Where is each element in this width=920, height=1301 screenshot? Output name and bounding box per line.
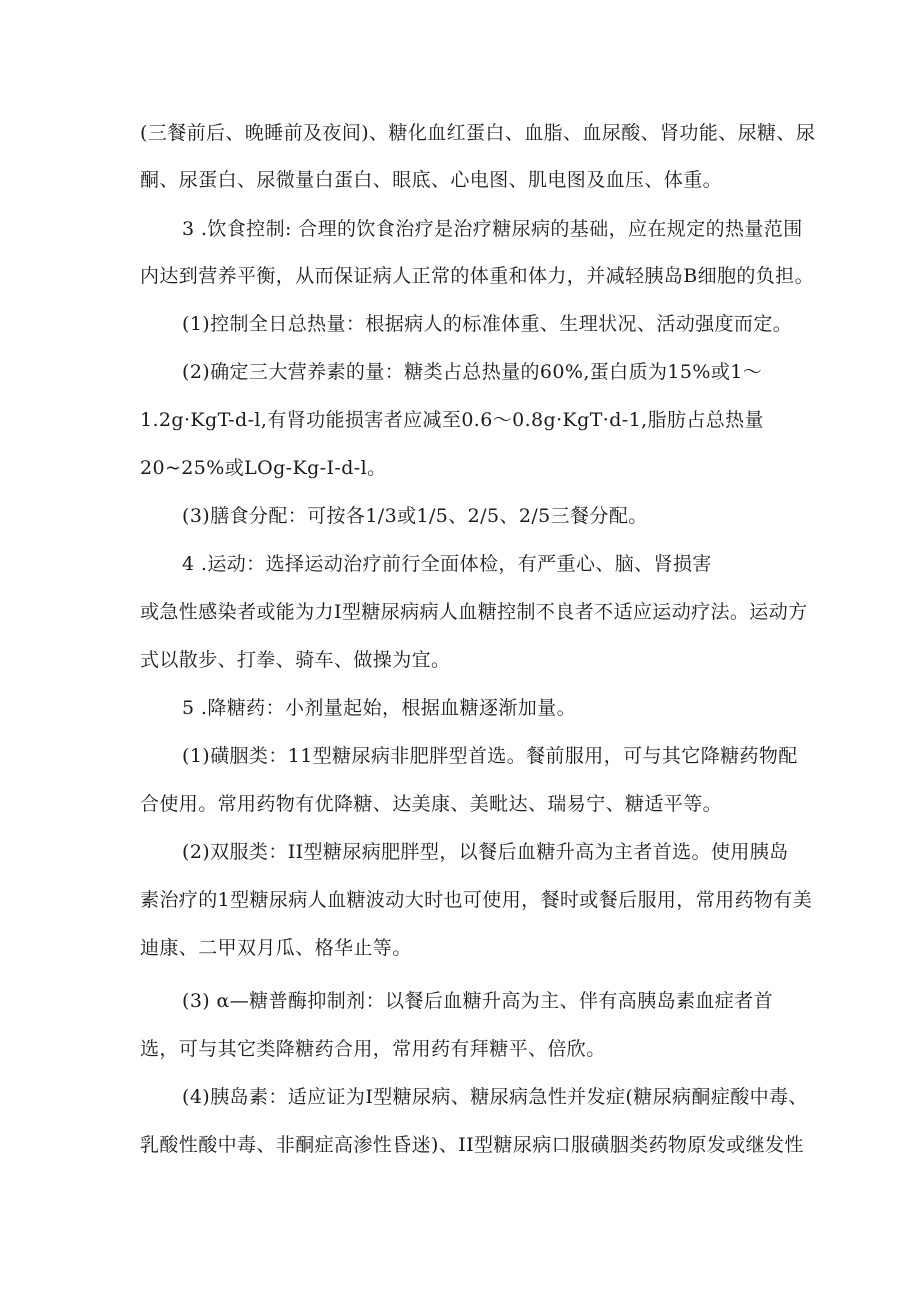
text-line: 式以散步、打拳、骑车、做操为宜。 (140, 649, 451, 671)
text-line: 5 .降糖药：小剂量起始，根据血糖逐渐加量。 (182, 697, 576, 719)
text-line: 选，可与其它类降糖药合用，常用药有拜糖平、倍欣。 (140, 1038, 606, 1060)
text-line: 20~25%或LOg-Kg-I-d-l。 (140, 457, 387, 479)
text-line: (3)膳食分配：可按各1/3或1/5、2/5、2/5三餐分配。 (182, 505, 648, 527)
text-line: 合使用。常用药物有优降糖、达美康、美毗达、瑞易宁、糖适平等。 (140, 793, 723, 815)
text-line: (三餐前后、晚睡前及夜间)、糖化血红蛋白、血脂、血尿酸、肾功能、尿糖、尿 (140, 122, 816, 144)
text-line: (1)磺胭类：11型糖尿病非肥胖型首选。餐前服用，可与其它降糖药物配 (182, 745, 798, 767)
text-line: 或急性感染者或能为力I型糖尿病病人血糖控制不良者不适应运动疗法。运动方 (140, 601, 808, 623)
text-line: 酮、尿蛋白、尿微量白蛋白、眼底、心电图、肌电图及血压、体重。 (140, 169, 723, 191)
text-line: (3) α—糖普酶抑制剂：以餐后血糖升高为主、伴有高胰岛素血症者首 (182, 990, 773, 1012)
text-line: (1)控制全日总热量：根据病人的标准体重、生理状况、活动强度而定。 (182, 313, 793, 335)
text-line: (2)确定三大营养素的量：糖类占总热量的60%,蛋白质为15%或1〜 (182, 361, 763, 383)
text-line: (4)胰岛素：适应证为I型糖尿病、糖尿病急性并发症(糖尿病酮症酸中毒、 (182, 1086, 808, 1108)
text-line: 内达到营养平衡，从而保证病人正常的体重和体力，并减轻胰岛B细胞的负担。 (140, 265, 814, 287)
text-line: 1.2g·KgT-d-l,有肾功能损害者应减至0.6〜0.8g·KgT·d-1,脂肪占总热量 (140, 409, 764, 431)
text-line: 迪康、二甲双月瓜、格华止等。 (140, 937, 412, 959)
text-line: 乳酸性酸中毒、非酮症高渗性昏迷)、II型糖尿病口服磺胭类药物原发或继发性 (140, 1134, 804, 1156)
text-line: 素治疗的1型糖尿病人血糖波动大时也可使用，餐时或餐后服用，常用药物有美 (140, 889, 813, 911)
text-line: 3 .饮食控制: 合理的饮食治疗是治疗糖尿病的基础，应在规定的热量范围 (182, 218, 803, 240)
text-line: (2)双服类：II型糖尿病肥胖型，以餐后血糖升高为主者首选。使用胰岛 (182, 841, 789, 863)
text-line: 4 .运动：选择运动治疗前行全面体检，有严重心、脑、肾损害 (182, 553, 712, 575)
